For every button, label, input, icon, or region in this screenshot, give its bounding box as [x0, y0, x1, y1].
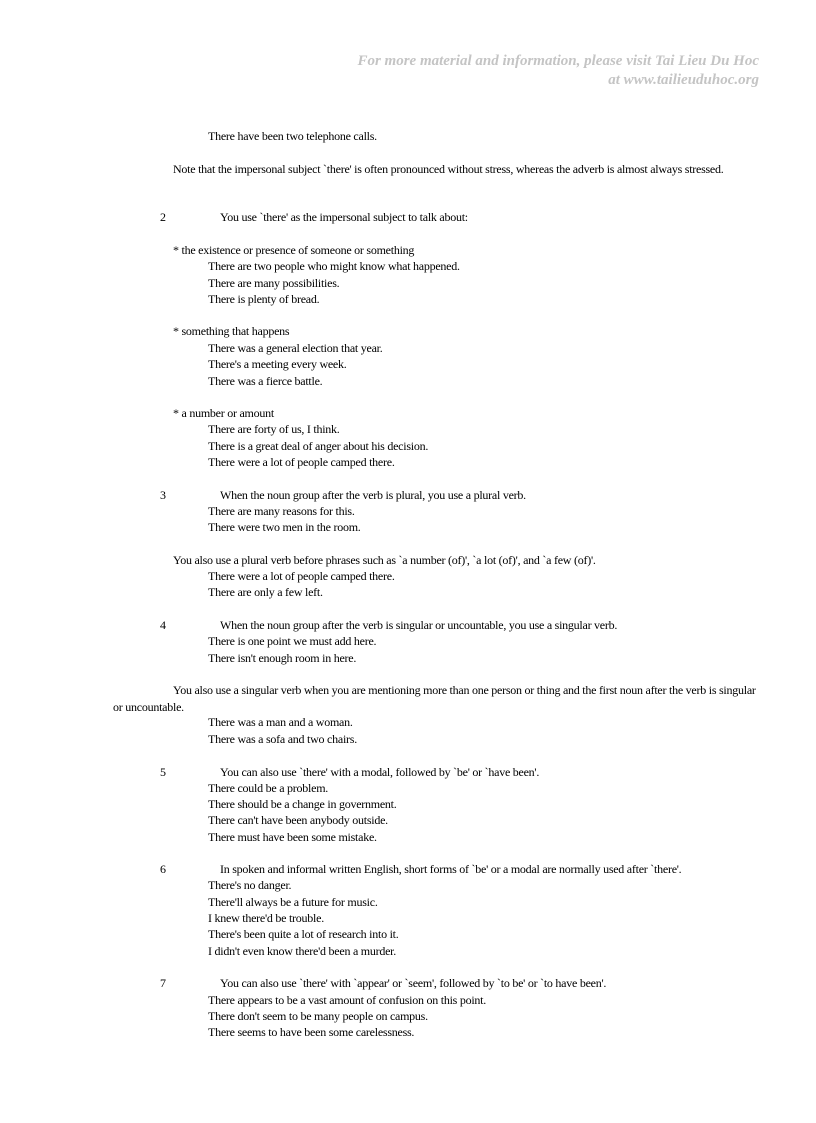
example-line: There was a general election that year. — [208, 341, 383, 355]
example-line: There is a great deal of anger about his decision. — [208, 439, 429, 453]
section-3-number: 3 — [160, 488, 166, 502]
section-3-note: You also use a plural verb before phrases such as `a number (of)', `a lot (of)', and `a few (of)'. — [173, 553, 596, 567]
example-line: There seems to have been some carelessness. — [208, 1025, 415, 1039]
example-line: There was a man and a woman. — [208, 715, 353, 729]
example-line: There is one point we must add here. — [208, 634, 377, 648]
example-line: There don't seem to be many people on campus. — [208, 1009, 428, 1023]
example-line: There is plenty of bread. — [208, 292, 320, 306]
example-line: There were two men in the room. — [208, 520, 361, 534]
example-line: There could be a problem. — [208, 781, 329, 795]
example-line: There appears to be a vast amount of confusion on this point. — [208, 993, 487, 1007]
section-5-number: 5 — [160, 765, 166, 779]
example-line: There must have been some mistake. — [208, 830, 377, 844]
example-line: There are many reasons for this. — [208, 504, 355, 518]
section-2-number: 2 — [160, 210, 166, 224]
section-6-number: 6 — [160, 862, 166, 876]
group-label-existence: * the existence or presence of someone or something — [173, 243, 415, 257]
example-line: I knew there'd be trouble. — [208, 911, 324, 925]
section-4-note: You also use a singular verb when you are mentioning more than one person or thing and the first noun after the verb is singular or uncountable. — [113, 683, 756, 714]
example-line: There are forty of us, I think. — [208, 422, 340, 436]
example-line: There's a meeting every week. — [208, 357, 347, 371]
example-line: There are many possibilities. — [208, 276, 340, 290]
section-7-number: 7 — [160, 976, 166, 990]
section-3-heading: When the noun group after the verb is plural, you use a plural verb. — [220, 488, 526, 502]
example-line: I didn't even know there'd been a murder. — [208, 944, 397, 958]
section-4-heading: When the noun group after the verb is singular or uncountable, you use a singular verb. — [220, 618, 618, 632]
group-label-number: * a number or amount — [173, 406, 274, 420]
example-line: There's no danger. — [208, 878, 292, 892]
group-label-happens: * something that happens — [173, 324, 290, 338]
example-line: There's been quite a lot of research into it. — [208, 927, 399, 941]
section-5-heading: You can also use `there' with a modal, followed by `be' or `have been'. — [220, 765, 540, 779]
intro-example: There have been two telephone calls. — [208, 129, 377, 143]
example-line: There are two people who might know what happened. — [208, 259, 460, 273]
watermark-line-2: at www.tailieuduhoc.org — [608, 72, 759, 88]
watermark-line-1: For more material and information, please visit Tai Lieu Du Hoc — [357, 53, 759, 69]
example-line: There were a lot of people camped there. — [208, 455, 395, 469]
section-7-heading: You can also use `there' with `appear' or `seem', followed by `to be' or `to have been'. — [220, 976, 607, 990]
example-line: There isn't enough room in here. — [208, 651, 357, 665]
example-line: There was a sofa and two chairs. — [208, 732, 357, 746]
example-line: There were a lot of people camped there. — [208, 569, 395, 583]
section-2-heading: You use `there' as the impersonal subject to talk about: — [220, 210, 468, 224]
example-line: There was a fierce battle. — [208, 374, 323, 388]
example-line: There should be a change in government. — [208, 797, 397, 811]
intro-note: Note that the impersonal subject `there' is often pronounced without stress, whereas the adverb is almost always stressed. — [173, 162, 724, 176]
example-line: There are only a few left. — [208, 585, 323, 599]
example-line: There can't have been anybody outside. — [208, 813, 388, 827]
section-4-number: 4 — [160, 618, 166, 632]
example-line: There'll always be a future for music. — [208, 895, 378, 909]
section-6-heading: In spoken and informal written English, short forms of `be' or a modal are normally used after `there'. — [220, 862, 682, 876]
watermark — [357, 52, 759, 90]
